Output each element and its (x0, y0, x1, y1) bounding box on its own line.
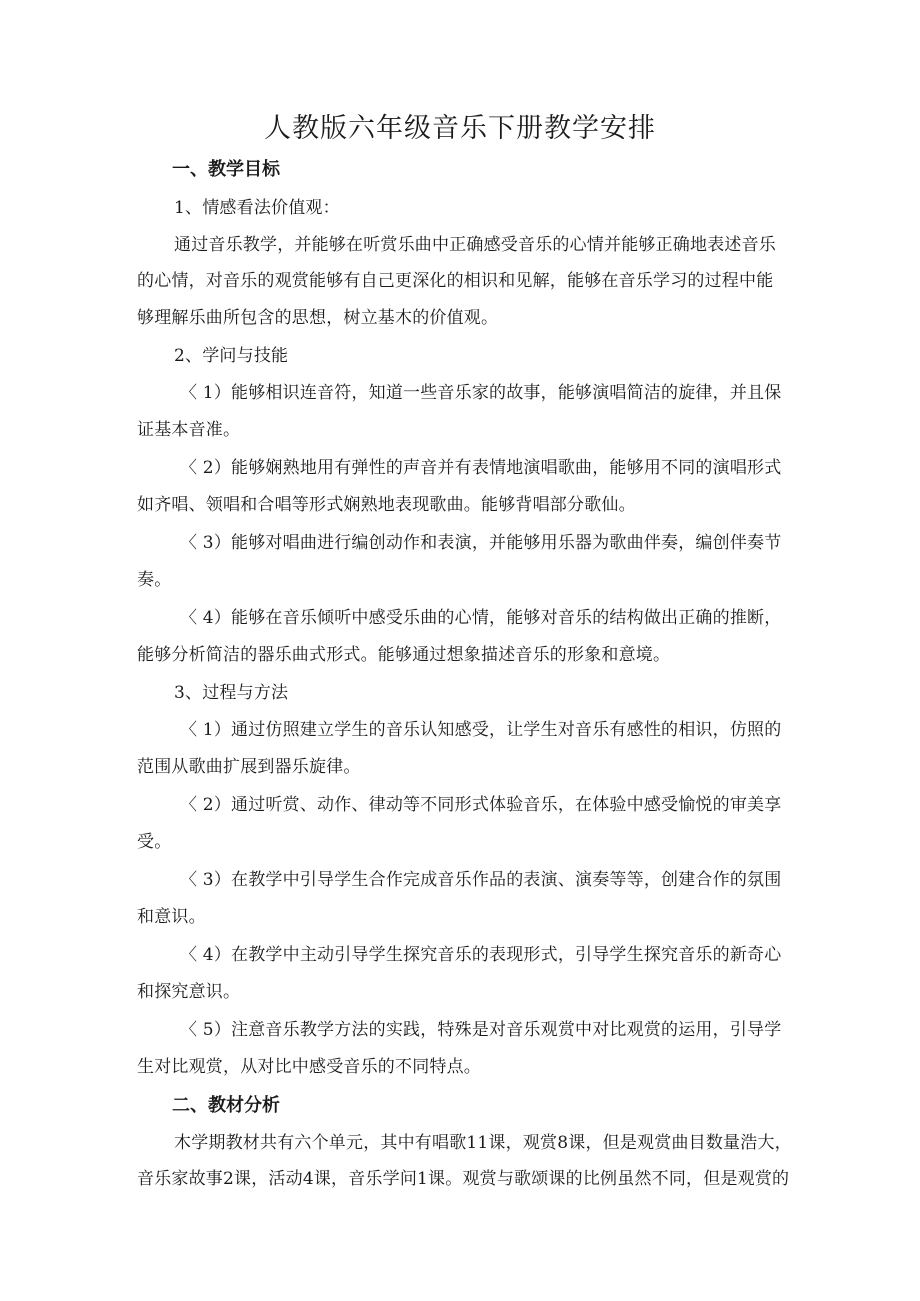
list-item-line: 〈 4）在教学中主动引导学生探究音乐的表现形式，引导学生探究音乐的新奇心 (180, 945, 782, 965)
paragraph-line: 通过音乐教学，并能够在听赏乐曲中正确感受音乐的心情并能够正确地表述音乐 (174, 235, 776, 255)
list-item-line: 如齐唱、领唱和合唱等形式娴熟地表现歌曲。能够背唱部分歌仙。 (137, 495, 636, 515)
list-item-line: 〈 5）注意音乐教学方法的实践，特殊是对音乐观赏中对比观赏的运用，引导学 (180, 1020, 782, 1040)
subheading-emotion-values: 1、情感看法价值观： (174, 198, 340, 218)
list-item-line: 受。 (137, 832, 172, 852)
list-item-line: 〈 4）能够在音乐倾听中感受乐曲的心情，能够对音乐的结构做出正确的推断， (180, 608, 782, 628)
list-item-line: 生对比观赏，从对比中感受音乐的不同特点。 (137, 1057, 481, 1077)
list-item-line: 〈 1）通过仿照建立学生的音乐认知感受，让学生对音乐有感性的相识，仿照的 (180, 720, 782, 740)
paragraph-line: 音乐家故事2课，活动4课，音乐学问1课。观赏与歌颂课的比例虽然不同，但是观赏的 (137, 1169, 790, 1189)
paragraph-line: 木学期教材共有六个单元，其中有唱歌11课，观赏8课，但是观赏曲目数量浩大， (174, 1133, 792, 1153)
list-item-line: 和探究意识。 (137, 982, 241, 1002)
list-item-line: 和意识。 (137, 907, 206, 927)
list-item-line: 〈 2）能够娴熟地用有弹性的声音并有表情地演唱歌曲，能够用不同的演唱形式 (180, 458, 782, 478)
section-heading-teaching-goals: 一、教学目标 (172, 159, 280, 180)
list-item-line: 奏。 (137, 570, 172, 590)
paragraph-line: 的心情，对音乐的观赏能够有自己更深化的相识和见解，能够在音乐学习的过程中能 (137, 271, 774, 291)
list-item-line: 〈 3）在教学中引导学生合作完成音乐作品的表演、演奏等等，创建合作的氛围 (180, 870, 782, 890)
list-item-line: 能够分析简洁的器乐曲式形式。能够通过想象描述音乐的形象和意境。 (137, 645, 671, 665)
subheading-knowledge-skills: 2、学问与技能 (174, 346, 289, 366)
paragraph-line: 够理解乐曲所包含的思想，树立基木的价值观。 (137, 308, 499, 328)
list-item-line: 〈 3）能够对唱曲进行编创动作和表演，并能够用乐器为歌曲伴奏，编创伴奏节 (180, 533, 782, 553)
list-item-line: 范围从歌曲扩展到器乐旋律。 (137, 757, 361, 777)
subheading-process-methods: 3、过程与方法 (174, 683, 289, 703)
section-heading-material-analysis: 二、教材分析 (172, 1095, 280, 1116)
list-item-line: 〈 2）通过听赏、动作、律动等不同形式体验音乐，在体验中感受愉悦的审美享 (180, 795, 782, 815)
document-title: 人教版六年级音乐下册教学安排 (264, 113, 656, 144)
list-item-line: 〈 1）能够相识连音符，知道一些音乐家的故事，能够演唱简洁的旋律，并且保 (180, 383, 782, 403)
list-item-line: 证基本音准。 (137, 420, 241, 440)
